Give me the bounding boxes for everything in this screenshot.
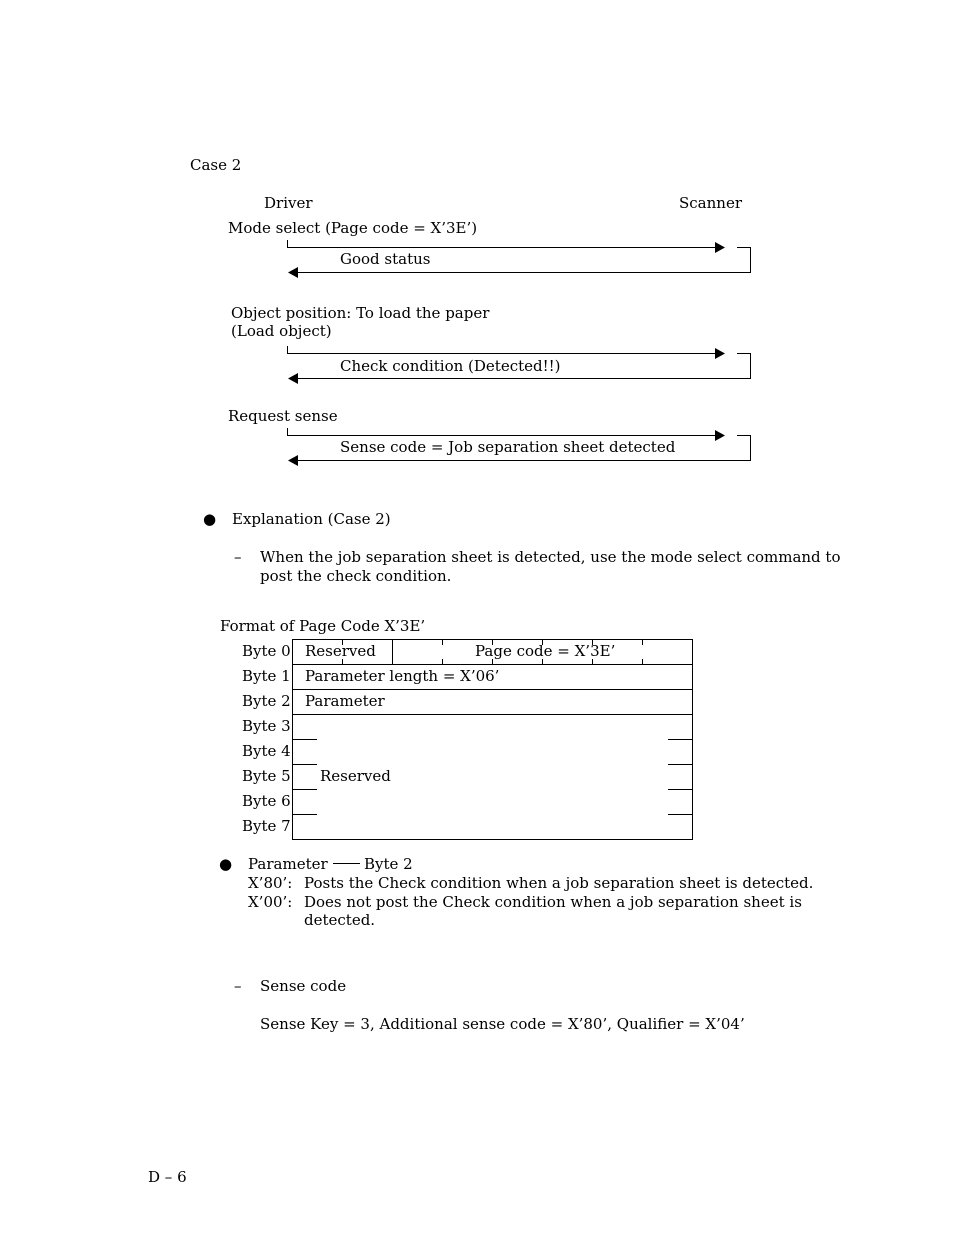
request-label: Object position: To load the paper [231, 304, 490, 322]
param-description: Does not post the Check condition when a job separation sheet is [304, 893, 802, 911]
bullet-icon: ● [203, 510, 217, 528]
response-label: Sense code = Job separation sheet detected [340, 438, 676, 456]
dash-marker: – [234, 548, 242, 566]
explanation-text: post the check condition. [260, 567, 452, 585]
driver-label: Driver [264, 194, 313, 212]
response-label: Good status [340, 250, 431, 268]
bytes3-7-reserved: Reserved [320, 767, 391, 785]
byte-label: Byte 1 [242, 667, 291, 685]
response-label: Check condition (Detected!!) [340, 357, 561, 375]
bullet-icon: ● [219, 855, 233, 873]
param-code: X’80’: [248, 874, 293, 892]
page-number: D – 6 [148, 1168, 187, 1186]
parameter-connector-line [333, 863, 360, 864]
byte-label: Byte 5 [242, 767, 291, 785]
sense-detail: Sense Key = 3, Additional sense code = X’80’, Qualifier = X’04’ [260, 1015, 745, 1033]
sense-label: Sense code [260, 977, 347, 995]
request-label: Request sense [228, 407, 338, 425]
byte1-field: Parameter length = X’06’ [305, 667, 500, 685]
request-label: Mode select (Page code = X’3E’) [228, 219, 478, 237]
byte0-page-code: Page code = X’3E’ [475, 642, 616, 660]
table-title: Format of Page Code X’3E’ [220, 617, 426, 635]
param-description: detected. [304, 911, 376, 929]
case-title: Case 2 [190, 156, 242, 174]
param-description: Posts the Check condition when a job separation sheet is detected. [304, 874, 814, 892]
byte0-reserved: Reserved [305, 642, 376, 660]
byte-label: Byte 7 [242, 817, 291, 835]
byte-label: Byte 2 [242, 692, 291, 710]
byte2-field: Parameter [305, 692, 385, 710]
param-code: X’00’: [248, 893, 293, 911]
parameter-label: Parameter [248, 855, 328, 873]
byte-label: Byte 3 [242, 717, 291, 735]
explanation-text: When the job separation sheet is detected, use the mode select command to [260, 548, 841, 566]
dash-marker: – [234, 977, 242, 995]
explanation-heading: Explanation (Case 2) [232, 510, 391, 528]
parameter-byte-ref: Byte 2 [364, 855, 413, 873]
scanner-label: Scanner [679, 194, 742, 212]
byte-label: Byte 4 [242, 742, 291, 760]
byte-label: Byte 6 [242, 792, 291, 810]
byte-label: Byte 0 [242, 642, 291, 660]
request-label: (Load object) [231, 322, 332, 340]
